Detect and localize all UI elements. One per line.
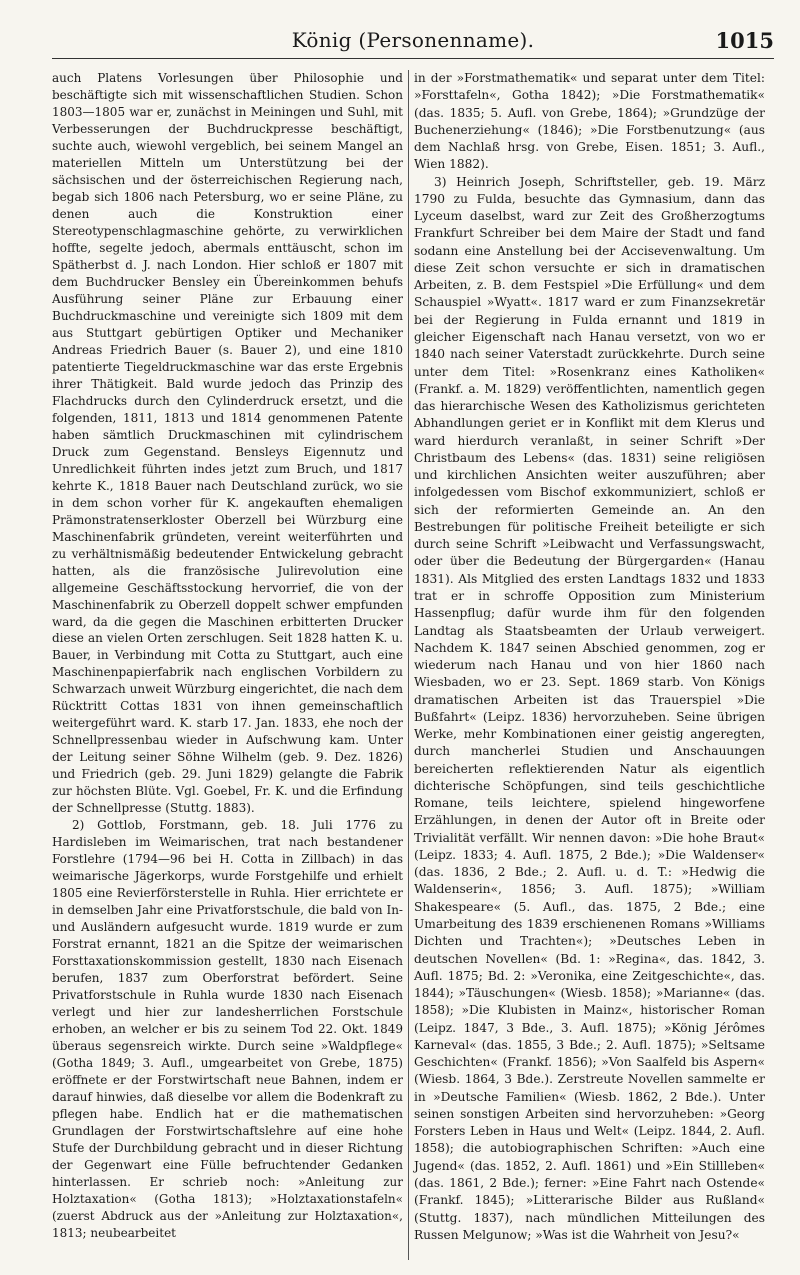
page-number: 1015 [715, 28, 774, 53]
page-header [52, 22, 774, 59]
running-title: König (Personenname). [291, 28, 535, 52]
right-column [414, 70, 765, 1244]
entry-gottlob-continuation-paragraph: in der »Forstmathematik« und separat unter dem Titel: »Forsttafeln«, Gotha 1842); »Die Forstmathematik« (das. 1835; 5. Aufl. von Grebe, 1864); »Grundzüge der Buchenerziehung« (1846); »Die Forstbenutzung« (aus dem Nachlaß hrsg. von Grebe, Eisen. 1851; 3. Aufl., Wien 1882). [414, 71, 765, 172]
left-column [52, 70, 403, 1242]
entry-continuation-paragraph: auch Platens Vorlesungen über Philosophie und beschäftigte sich mit wissenschaftlichen Studien. Schon 1803—1805 war er, zunächst in Meiningen und Suhl, mit Verbesserungen der Buchdruckpresse beschäftigt, suchte auch, wiewohl vergeblich, bei seinem Mangel an materiellen Mitteln um Unterstützung bei der sächsischen und der österreichischen Regierung nach, begab sich 1806 nach Petersburg, wo er seine Pläne, zu denen auch die Konstruktion einer Stereotypenschlagmaschine gehörte, zu verwirklichen hoffte, segelte jedoch, abermals enttäuscht, schon im Spätherbst d. J. nach London. Hier schloß er 1807 mit dem Buchdrucker Bensley ein Übereinkommen behufs Ausführung seiner Pläne zur Erbauung einer Buchdruckmaschine und vereinigte sich 1809 mit dem aus Stuttgart gebürtigen Optiker und Mechaniker Andreas Friedrich Bauer (s. Bauer 2), und eine 1810 patentierte Tiegeldruckmaschine war das erste Ergebnis ihrer Thätigkeit. Bald wurde jedoch das Prinzip des Flachdrucks durch den Cylinderdruck ersetzt, und die folgenden, 1811, 1813 und 1814 genommenen Patente haben sämtlich Druckmaschinen mit cylindrischem Druck zum Gegenstand. Bensleys Eigennutz und Unredlichkeit führten indes jetzt zum Bruch, und 1817 kehrte K., 1818 Bauer nach Deutschland zurück, wo sie in dem schon vorher für K. angekauften ehemaligen Prämonstratenserkloster Oberzell bei Würzburg eine Maschinenfabrik gründeten, vereint weiterführten und zu verhältnismäßig bedeutender Entwickelung gebracht hatten, als die französische Julirevolution eine allgemeine Geschäftsstockung hervorrief, die von der Maschinenfabrik zu Oberzell doppelt schwer empfunden ward, da die gegen die Maschinen erbitterten Drucker diese an vielen Orten zerschlugen. Seit 1828 hatten K. u. Bauer, in Verbindung mit Cotta zu Stuttgart, auch eine Maschinenpapierfabrik nach englischen Vorbildern zu Schwarzach unweit Würzburg eingerichtet, die nach dem Rücktritt Cottas 1831 von ihnen gemeinschaftlich weitergeführt ward. K. starb 17. Jan. 1833, ehe noch der Schnellpressenbau wieder in Aufschwung kam. Unter der Leitung seiner Söhne Wilhelm (geb. 9. Dez. 1826) und Friedrich (geb. 29. Juni 1829) gelangte die Fabrik zur höchsten Blüte. Vgl. Goebel, Fr. K. und die Erfindung der Schnellpresse (Stuttg. 1883). [52, 71, 403, 816]
entry-heinrich-joseph-paragraph: 3) Heinrich Joseph, Schriftsteller, geb. 19. März 1790 zu Fulda, besuchte das Gymnasium, dann das Lyceum daselbst, ward zur Zeit des Großherzogtums Frankfurt Schreiber bei dem Maire der Stadt und fand sodann eine Anstellung bei der Accisevenwaltung. Um diese Zeit schon versuchte er sich in dramatischen Arbeiten, z. B. dem Festspiel »Die Erfüllung« und dem Schauspiel »Wyatt«. 1817 ward er zum Finanzsekretär bei der Regierung in Fulda ernannt und 1819 in gleicher Eigenschaft nach Hanau versetzt, von wo er 1840 nach seiner Vaterstadt zurückkehrte. Durch seine unter dem Titel: »Rosenkranz eines Katholiken« (Frankf. a. M. 1829) veröffentlichten, namentlich gegen das hierarchische Wesen des Katholizismus gerichteten Abhandlungen geriet er in Konflikt mit dem Klerus und ward hierdurch veranlaßt, in seiner Schrift »Der Christbaum des Lebens« (das. 1831) seine religiösen und kirchlichen Ansichten weiter auszuführen; aber infolgedessen vom Bischof exkommuniziert, schloß er sich der reformierten Gemeinde an. An den Bestrebungen für politische Freiheit beteiligte er sich durch seine Schrift »Leibwacht und Verfassungswacht, oder über die Bedeutung der Bürgergarden« (Hanau 1831). Als Mitglied des ersten Landtags 1832 und 1833 trat er in schroffe Opposition zum Ministerium Hassenpflug; dafür wurde ihm für den folgenden Landtag als Staatsbeamten der Urlaub verweigert. Nachdem K. 1847 seinen Abschied genommen, zog er wiederum nach Hanau und von hier 1860 nach Wiesbaden, wo er 23. Sept. 1869 starb. Von Königs dramatischen Arbeiten ist das Trauerspiel »Die Bußfahrt« (Leipz. 1836) hervorzuheben. Seine übrigen Werke, mehr Kombinationen einer geistig angeregten, durch mancherlei Studien und Anschauungen bereicherten reflektierenden Natur als eigentlich dichterische Schöpfungen, sind teils geschichtliche Romane, teils leichtere, spielend hingeworfene Erzählungen, in denen der Autor oft in Breite oder Trivialität verfällt. Wir nennen davon: »Die hohe Braut« (Leipz. 1833; 4. Aufl. 1875, 2 Bde.); »Die Waldenser« (das. 1836, 2 Bde.; 2. Aufl. u. d. T.: »Hedwig die Waldenserin«, 1856; 3. Aufl. 1875); »William Shakespeare« (5. Aufl., das. 1875, 2 Bde.; eine Umarbeitung des 1839 erschienenen Romans »Williams Dichten und Trachten«); »Deutsches Leben in deutschen Novellen« (Bd. 1: »Regina«, das. 1842, 3. Aufl. 1875; Bd. 2: »Veronika, eine Zeitgeschichte«, das. 1844); »Täuschungen« (Wiesb. 1858); »Marianne« (das. 1858); »Die Klubisten in Mainz«, historischer Roman (Leipz. 1847, 3 Bde., 3. Aufl. 1875); »König Jérômes Karneval« (das. 1855, 3 Bde.; 2. Aufl. 1875); »Seltsame Geschichten« (Frankf. 1856); »Von Saalfeld bis Aspern« (Wiesb. 1864, 3 Bde.). Zerstreute Novellen sammelte er in »Deutsche Familien« (Wiesb. 1862, 2 Bde.). Unter seinen sonstigen Arbeiten sind hervorzuheben: »Georg Forsters Leben in Haus und Welt« (Leipz. 1844, 2. Aufl. 1858); die autobiographischen Schriften: »Auch eine Jugend« (das. 1852, 2. Aufl. 1861) und »Ein Stillleben« (das. 1861, 2 Bde.); ferner: »Eine Fahrt nach Ostende« (Frankf. 1845); »Litterarische Bilder aus Rußland« (Stuttg. 1837), nach mündlichen Mitteilungen des Russen Melgunow; »Was ist die Wahrheit von Jesu?« [414, 174, 765, 1242]
column-divider [408, 70, 409, 1260]
entry-gottlob-paragraph: 2) Gottlob, Forstmann, geb. 18. Juli 1776 zu Hardisleben im Weimarischen, trat nach bestandener Forstlehre (1794—96 bei H. Cotta in Zillbach) in das weimarische Jägerkorps, wurde Forstgehilfe und erhielt 1805 eine Revierförsterstelle in Ruhla. Hier errichtete er in demselben Jahr eine Privatforstschule, die bald von In- und Ausländern aufgesucht wurde. 1819 wurde er zum Forstrat ernannt, 1821 an die Spitze der weimarischen Forsttaxationskommission gestellt, 1830 nach Eisenach berufen, 1837 zum Oberforstrat befördert. Seine Privatforstschule in Ruhla wurde 1830 nach Eisenach verlegt und hier zur landesherrlichen Forstschule erhoben, an welcher er bis zu seinem Tod 22. Okt. 1849 überaus segensreich wirkte. Durch seine »Waldpflege« (Gotha 1849; 3. Aufl., umgearbeitet von Grebe, 1875) eröffnete er der Forstwirtschaft neue Bahnen, indem er darauf hinwies, daß dieselbe vor allem die Bodenkraft zu pflegen habe. Endlich hat er die mathematischen Grundlagen der Forstwirtschaftslehre auf eine hohe Stufe der Durchbildung gebracht und in dieser Richtung der Gegenwart eine Fülle befruchtender Gedanken hinterlassen. Er schrieb noch: »Anleitung zur Holztaxation« (Gotha 1813); »Holztaxationstafeln« (zuerst Abdruck aus der »Anleitung zur Holztaxation«, 1813; neubearbeitet [52, 818, 403, 1240]
